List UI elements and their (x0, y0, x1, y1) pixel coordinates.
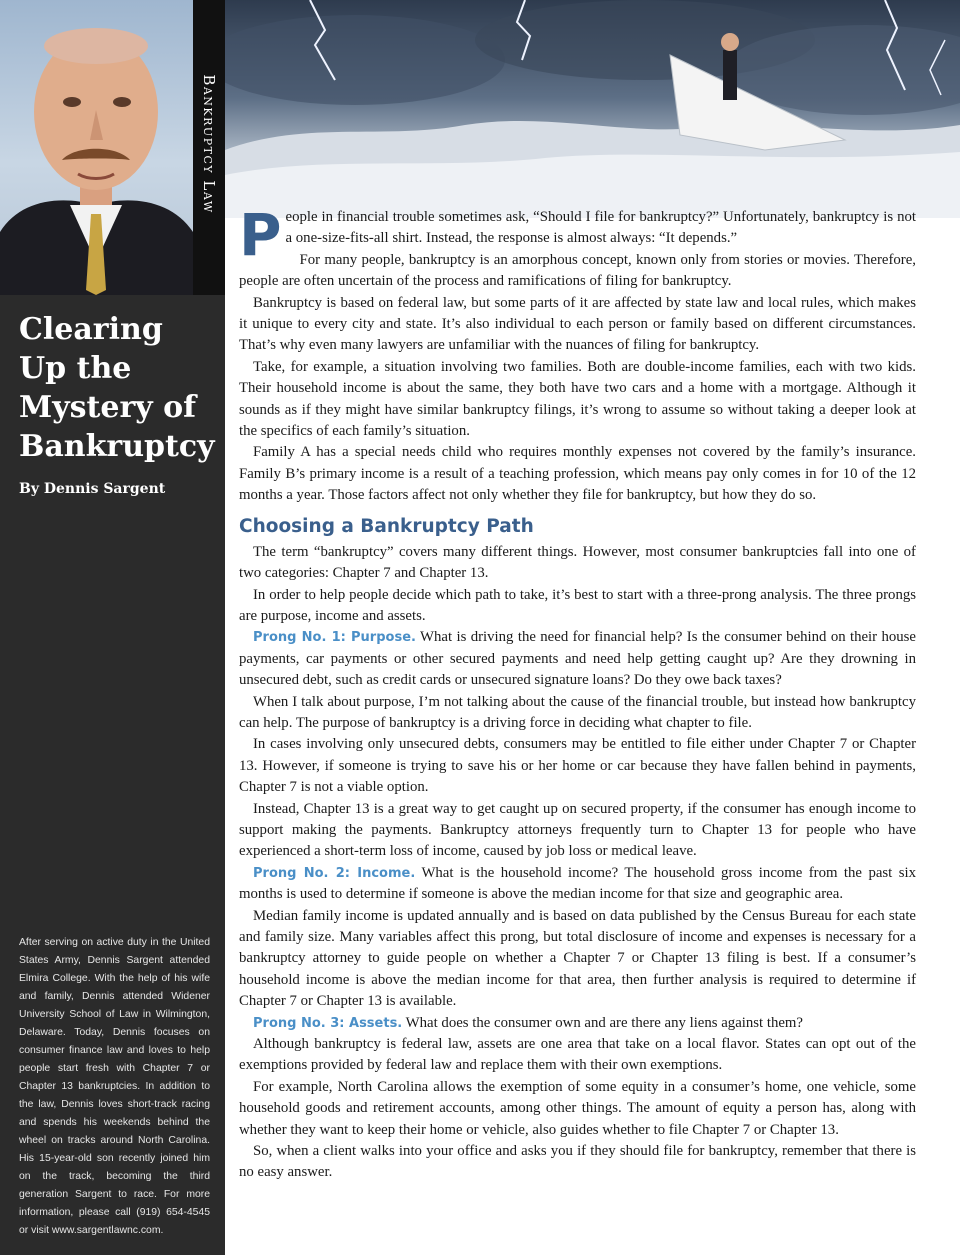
paragraph-text: What does the consumer own and are there any liens against them? (402, 1014, 804, 1031)
paragraph-text: eople in financial trouble sometimes ask, “Should I file for bankruptcy?” Unfortunately, bankruptcy is not a one-size-fits-all shirt. Instead, the response is almost always: “It depends.” (285, 209, 916, 247)
paragraph-text: What is the household income? The household gross income from the past six months is used to determine if someone is above the median income for that size and geographic area. (239, 864, 916, 903)
drop-cap: P (239, 201, 282, 269)
article-paragraph: Take, for example, a situation involving two families. Both are double-income families, each with two kids. Their household income is about the same, they both have two cars and a home with a mortgage. Although it sounds as if they might have similar bankruptcy filings, it’s wrong to assume so without taking a deeper look at the specifics of each family’s situation. (239, 358, 916, 440)
author-portrait-illustration (0, 0, 193, 295)
article-paragraph: So, when a client walks into your office and asks you if they should file for bankruptcy, remember that there is no easy answer. (239, 1143, 916, 1181)
article-paragraph: For example, North Carolina allows the exemption of some equity in a consumer’s home, one vehicle, some household goods and retirement accounts, among other things. The amount of equity a person has, along with whether they want to keep their home or vehicle, also guides whether to file Chapter 7 or Chapter 13. (239, 1078, 916, 1138)
article-paragraph: When I talk about purpose, I’m not talking about the cause of the financial trouble, but instead how bankruptcy can help. The purpose of bankruptcy is a driving force in deciding what chapter to file. (239, 693, 916, 731)
sidebar (0, 0, 225, 1255)
article-body (239, 201, 916, 1184)
article-paragraph: For many people, bankruptcy is an amorphous concept, known only from stories or movies. Therefore, people are often uncertain of the process and ramifications of filing for bankruptcy. (239, 251, 916, 290)
prong-label: Prong No. 2: Income. (253, 865, 416, 881)
article-paragraph: Bankruptcy is based on federal law, but some parts of it are affected by state law and local rules, which makes it unique to every city and state. It’s also individual to each person or family based on different circumstances. That’s why even many lawyers are unfamiliar with the nuances of filing for bankruptcy. (239, 294, 916, 354)
prong-paragraph (239, 863, 916, 906)
hero-image (225, 0, 960, 218)
article-paragraph: The term “bankruptcy” covers many different things. However, most consumer bankruptcies fall into one of two categories: Chapter 7 and Chapter 13. (239, 543, 916, 582)
article-paragraph: Median family income is updated annually and is based on data published by the Census Bureau for each state and family size. Many variables affect this prong, but total disclosure of income and expenses is necessary for a bankruptcy attorney to guide people on whether a Chapter 7 or Chapter 13 filing is best. If a consumer’s household income is above the median income for that area, then further analysis is required to determine if Chapter 7 or Chapter 13 is available. (239, 907, 916, 1010)
paragraph-text: What is driving the need for financial help? Is the consumer behind on their house payments, car payments or other secured payments and need help getting caught up? Are they drowning in unsecured debt, such as credit cards or unsecured signature loans? Do they owe back taxes? (239, 629, 916, 689)
article-paragraph: Family A has a special needs child who requires monthly expenses not covered by the family’s insurance. Family B’s primary income is a result of a teaching profession, which means pay only comes in for 10 of the 12 months a year. Those factors affect not only whether they file for bankruptcy, but how they do so. (239, 444, 916, 504)
prong-label: Prong No. 3: Assets. (253, 1015, 403, 1031)
prong-paragraph (239, 627, 916, 691)
section-tab (193, 0, 225, 295)
article-title: Clearing Up the Mystery of Bankruptcy (19, 312, 215, 464)
article-paragraph (239, 201, 916, 269)
article-paragraph: Although bankruptcy is federal law, assets are one area that take on a local flavor. States can opt out of the exemptions provided by federal law and replace them with their own exemptions. (239, 1036, 916, 1074)
byline: By Dennis Sargent (19, 481, 166, 497)
article-paragraph: Instead, Chapter 13 is a great way to get caught up on secured property, if the consumer has enough income to support making the payments. Bankruptcy attorneys frequently turn to Chapter 13 for people who have experienced a short-term loss of income, caused by job loss or medical leave. (239, 800, 916, 860)
section-heading: Choosing a Bankruptcy Path (239, 515, 534, 537)
prong-label: Prong No. 1: Purpose. (253, 630, 416, 646)
article-paragraph: In order to help people decide which path to take, it’s best to start with a three-prong analysis. The three prongs are purpose, income and assets. (239, 586, 916, 624)
author-portrait (0, 0, 193, 295)
article-paragraph: In cases involving only unsecured debts, consumers may be entitled to file either under Chapter 7 or Chapter 13. However, if someone is trying to save his or her home or car because they have fallen behind in payments, Chapter 7 is not a viable option. (239, 736, 916, 796)
author-bio: After serving on active duty in the United States Army, Dennis Sargent attended Elmira College. With the help of his wife and family, Dennis attended Widener University School of Law in Wilmington, Delaware. Today, Dennis focuses on consumer finance law and loves to help people start fresh with Chapter 7 or Chapter 13 bankruptcies. In addition to the law, Dennis loves short-track racing and spends his weekends behind the wheel on tracks around North Carolina. His 15-year-old son recently joined him on the track, becoming the third generation Sargent to race. For more information, please call (919) 654-4545 or visit www.sargentlawnc.com. (19, 937, 210, 1236)
storm-paper-boat-illustration (225, 0, 960, 218)
section-label: Bankruptcy Law (200, 74, 218, 214)
prong-paragraph (239, 1013, 916, 1034)
